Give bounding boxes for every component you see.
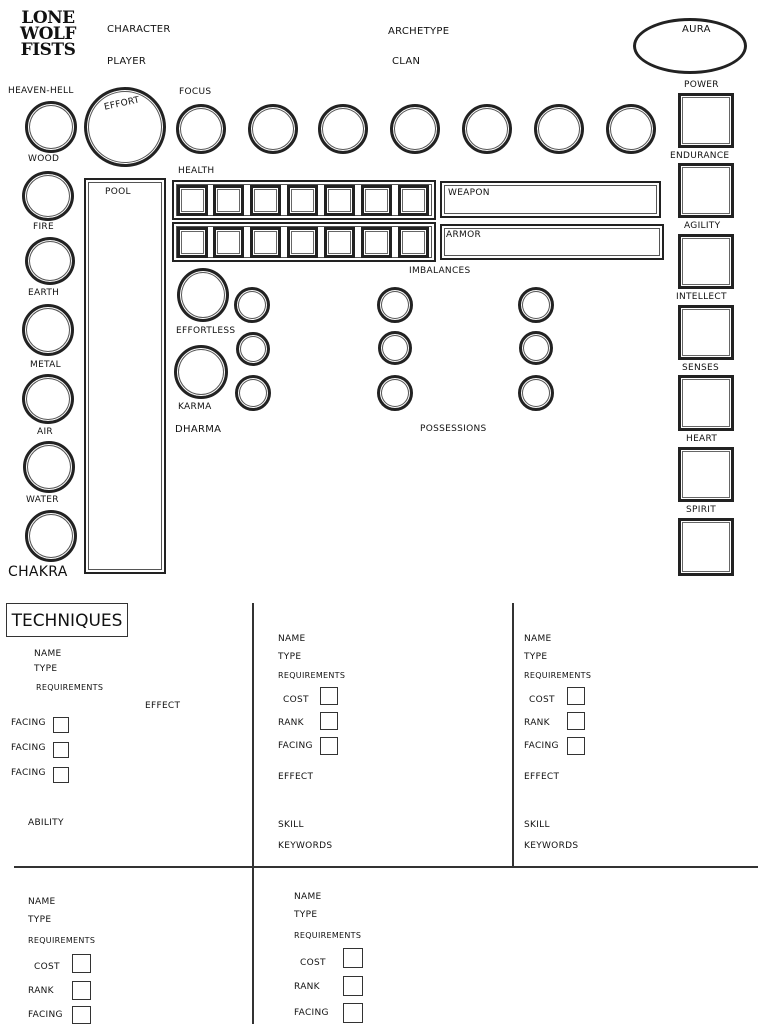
tech-ability-label: ABILITY — [28, 818, 64, 828]
tech-facing-label: FACING — [28, 1010, 63, 1020]
tech-facing-label: FACING — [11, 743, 46, 753]
armor-label: ARMOR — [446, 230, 482, 240]
earth-field[interactable] — [22, 304, 74, 356]
fire-field[interactable] — [25, 237, 75, 285]
health-box[interactable] — [177, 227, 208, 258]
tech-effect-label: EFFECT — [524, 772, 560, 782]
tech-rank-label: RANK — [524, 718, 550, 728]
focus-circle[interactable] — [534, 104, 584, 154]
imbalance-circle[interactable] — [519, 331, 553, 365]
imbalance-circle[interactable] — [234, 287, 270, 323]
air-label: AIR — [37, 427, 53, 437]
imbalance-circle[interactable] — [236, 332, 270, 366]
tech-effect-label: EFFECT — [278, 772, 314, 782]
endurance-label: ENDURANCE — [670, 151, 730, 161]
facing-checkbox[interactable] — [53, 742, 69, 758]
spirit-field[interactable] — [678, 518, 734, 576]
divider — [512, 603, 514, 868]
tech-requirements-label: REQUIREMENTS — [278, 671, 346, 680]
focus-label: FOCUS — [179, 87, 212, 97]
tech-rank-label: RANK — [28, 986, 54, 996]
senses-field[interactable] — [678, 375, 734, 431]
endurance-field[interactable] — [678, 163, 734, 218]
focus-circle[interactable] — [462, 104, 512, 154]
archetype-label: ARCHETYPE — [388, 26, 450, 37]
air-field[interactable] — [23, 441, 75, 493]
health-box[interactable] — [177, 185, 208, 216]
heaven-hell-field[interactable] — [25, 101, 77, 153]
health-box[interactable] — [250, 227, 281, 258]
facing-checkbox[interactable] — [343, 1003, 363, 1023]
imbalance-circle[interactable] — [378, 331, 412, 365]
logo-line-3: FISTS — [20, 40, 76, 60]
heaven-hell-label: HEAVEN-HELL — [8, 86, 74, 96]
tech-keywords-label: KEYWORDS — [278, 841, 333, 851]
logo-line-2: WOLF — [20, 24, 76, 44]
divider — [14, 866, 758, 868]
tech-type-label: TYPE — [278, 652, 302, 662]
senses-label: SENSES — [682, 363, 720, 373]
tech-requirements-label: REQUIREMENTS — [28, 936, 96, 945]
pool-field[interactable] — [84, 178, 166, 574]
tech-requirements-label: REQUIREMENTS — [36, 683, 104, 692]
rank-checkbox[interactable] — [320, 712, 338, 730]
imbalance-circle[interactable] — [518, 287, 554, 323]
karma-label: KARMA — [178, 402, 212, 412]
facing-checkbox[interactable] — [567, 737, 585, 755]
tech-cost-label: COST — [283, 695, 309, 705]
focus-circle[interactable] — [176, 104, 226, 154]
rank-checkbox[interactable] — [72, 981, 91, 1000]
agility-field[interactable] — [678, 234, 734, 289]
tech-requirements-label: REQUIREMENTS — [524, 671, 592, 680]
power-field[interactable] — [678, 93, 734, 148]
clan-label: CLAN — [392, 56, 421, 67]
tech-skill-label: SKILL — [278, 820, 304, 830]
health-box[interactable] — [213, 227, 244, 258]
health-box[interactable] — [324, 227, 355, 258]
facing-checkbox[interactable] — [53, 717, 69, 733]
intellect-field[interactable] — [678, 305, 734, 360]
health-box[interactable] — [287, 227, 318, 258]
tech-type-label: TYPE — [524, 652, 548, 662]
health-box[interactable] — [324, 185, 355, 216]
health-box[interactable] — [361, 185, 392, 216]
imbalance-circle[interactable] — [377, 287, 413, 323]
effortless-field[interactable] — [177, 268, 229, 322]
divider — [252, 868, 254, 1024]
water-label: WATER — [26, 495, 59, 505]
cost-checkbox[interactable] — [72, 954, 91, 973]
tech-type-label: TYPE — [34, 664, 58, 674]
tech-effect-label: EFFECT — [145, 701, 181, 711]
tech-name-label: NAME — [28, 897, 56, 907]
cost-checkbox[interactable] — [567, 687, 585, 705]
facing-checkbox[interactable] — [53, 767, 69, 783]
facing-checkbox[interactable] — [72, 1006, 91, 1024]
water-field[interactable] — [25, 510, 77, 562]
chakra-label: CHAKRA — [8, 564, 68, 580]
health-box[interactable] — [398, 227, 429, 258]
metal-field[interactable] — [22, 374, 74, 424]
cost-checkbox[interactable] — [343, 948, 363, 968]
power-label: POWER — [684, 80, 719, 90]
techniques-title: TECHNIQUES — [6, 603, 128, 637]
tech-facing-label: FACING — [294, 1008, 329, 1018]
weapon-field[interactable] — [440, 181, 661, 218]
health-box[interactable] — [287, 185, 318, 216]
effort-label: EFFORT — [103, 95, 141, 113]
imbalance-circle[interactable] — [377, 375, 413, 411]
imbalances-label: IMBALANCES — [409, 266, 471, 276]
tech-type-label: TYPE — [294, 910, 318, 920]
effortless-label: EFFORTLESS — [176, 326, 236, 336]
tech-cost-label: COST — [529, 695, 555, 705]
rank-checkbox[interactable] — [567, 712, 585, 730]
health-box[interactable] — [250, 185, 281, 216]
wood-label: WOOD — [28, 154, 60, 164]
tech-facing-label: FACING — [278, 741, 313, 751]
tech-facing-label: FACING — [524, 741, 559, 751]
divider — [252, 603, 254, 868]
earth-label: EARTH — [28, 288, 60, 298]
tech-facing-label: FACING — [11, 718, 46, 728]
tech-name-label: NAME — [294, 892, 322, 902]
tech-keywords-label: KEYWORDS — [524, 841, 579, 851]
tech-type-label: TYPE — [28, 915, 52, 925]
metal-label: METAL — [30, 360, 61, 370]
tech-name-label: NAME — [278, 634, 306, 644]
logo — [20, 10, 76, 58]
karma-field[interactable] — [174, 345, 228, 399]
intellect-label: INTELLECT — [676, 292, 727, 302]
spirit-label: SPIRIT — [686, 505, 716, 515]
logo-line-1: LONE — [21, 8, 75, 28]
wood-field[interactable] — [22, 171, 74, 221]
focus-circle[interactable] — [318, 104, 368, 154]
tech-cost-label: COST — [34, 962, 60, 972]
player-label: PLAYER — [107, 56, 147, 67]
tech-facing-label: FACING — [11, 768, 46, 778]
health-box[interactable] — [398, 185, 429, 216]
health-label: HEALTH — [178, 166, 215, 176]
imbalance-circle[interactable] — [518, 375, 554, 411]
focus-circle[interactable] — [606, 104, 656, 154]
health-box[interactable] — [361, 227, 392, 258]
agility-label: AGILITY — [684, 221, 721, 231]
tech-rank-label: RANK — [278, 718, 304, 728]
aura-label: AURA — [682, 24, 711, 35]
tech-rank-label: RANK — [294, 982, 320, 992]
health-box[interactable] — [213, 185, 244, 216]
tech-name-label: NAME — [524, 634, 552, 644]
tech-requirements-label: REQUIREMENTS — [294, 931, 362, 940]
tech-cost-label: COST — [300, 958, 326, 968]
cost-checkbox[interactable] — [320, 687, 338, 705]
heart-label: HEART — [686, 434, 718, 444]
possessions-label: POSSESSIONS — [420, 424, 487, 434]
weapon-label: WEAPON — [448, 188, 490, 198]
rank-checkbox[interactable] — [343, 976, 363, 996]
focus-circle[interactable] — [248, 104, 298, 154]
tech-name-label: NAME — [34, 649, 62, 659]
imbalance-circle[interactable] — [235, 375, 271, 411]
facing-checkbox[interactable] — [320, 737, 338, 755]
fire-label: FIRE — [33, 222, 54, 232]
focus-circle[interactable] — [390, 104, 440, 154]
pool-label: POOL — [105, 187, 131, 197]
heart-field[interactable] — [678, 447, 734, 502]
character-label: CHARACTER — [107, 24, 171, 35]
tech-skill-label: SKILL — [524, 820, 550, 830]
dharma-label: DHARMA — [175, 424, 222, 435]
